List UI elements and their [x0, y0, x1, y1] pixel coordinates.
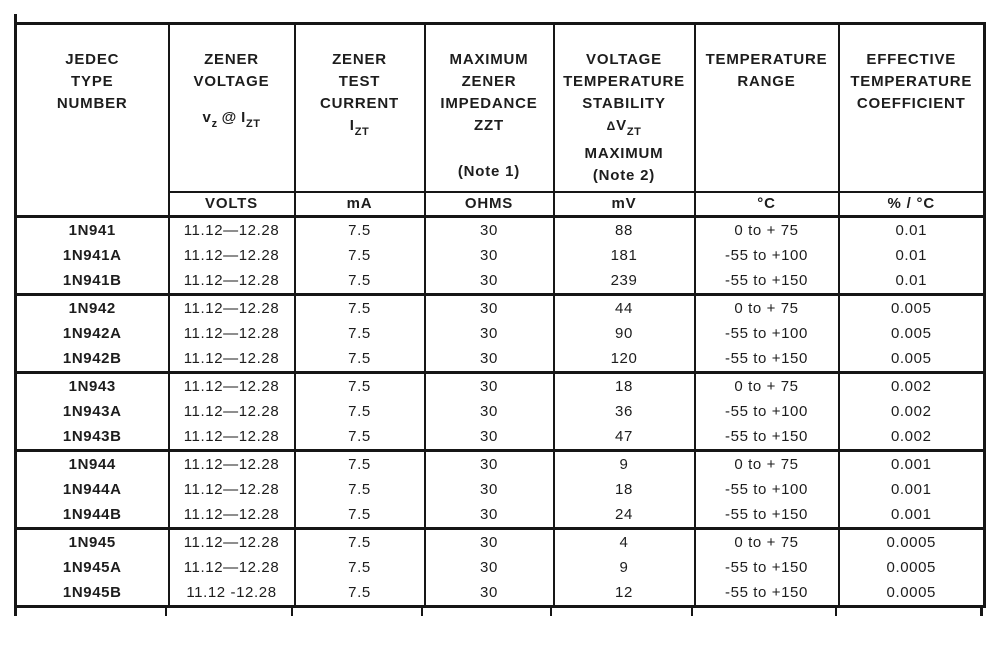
cell-type: 1N945	[16, 529, 169, 555]
table-row	[16, 555, 985, 581]
header-line: MAXIMUM	[449, 51, 529, 68]
vz-at-izt-formula: $v_z$ @ $I_{ZT}$	[202, 109, 261, 130]
cell-temp-range: 0 to + 75	[695, 295, 839, 321]
table-row	[16, 477, 985, 503]
cell-coefficient: 0.0005	[839, 555, 985, 581]
note-1-label: (Note 1)	[457, 163, 521, 180]
cell-test-current: 7.5	[295, 347, 425, 373]
cell-type: 1N943A	[16, 399, 169, 425]
header-line: ZZT	[474, 117, 504, 134]
header-line: TEMPERATURE	[563, 73, 685, 90]
table-edge-stub	[835, 608, 837, 616]
row-group	[16, 451, 985, 529]
header-line: ZENER	[461, 73, 517, 90]
cell-temp-range: -55 to +150	[695, 269, 839, 295]
table-row	[16, 451, 985, 477]
cell-stability: 44	[554, 295, 695, 321]
cell-stability: 18	[554, 477, 695, 503]
cell-zener-voltage: 11.12—12.28	[169, 503, 295, 529]
table-row	[16, 399, 985, 425]
header-line: VOLTAGE	[193, 73, 270, 90]
table-edge-stub	[14, 608, 17, 616]
header-line: COEFFICIENT	[856, 95, 966, 112]
cell-coefficient: 0.01	[839, 269, 985, 295]
cell-test-current: 7.5	[295, 425, 425, 451]
cell-coefficient: 0.001	[839, 477, 985, 503]
spec-table-container	[14, 22, 983, 616]
table-row	[16, 217, 985, 243]
cell-test-current: 7.5	[295, 503, 425, 529]
cell-stability: 239	[554, 269, 695, 295]
cell-stability: 24	[554, 503, 695, 529]
col-header-coefficient	[839, 24, 985, 192]
cell-coefficient: 0.002	[839, 399, 985, 425]
cell-zener-voltage: 11.12—12.28	[169, 529, 295, 555]
cell-coefficient: 0.002	[839, 425, 985, 451]
cell-temp-range: -55 to +100	[695, 243, 839, 269]
table-cutoff-stubs	[14, 608, 983, 616]
col-header-type	[16, 24, 169, 217]
cell-test-current: 7.5	[295, 555, 425, 581]
cell-impedance: 30	[425, 295, 554, 321]
table-edge-stub	[291, 608, 293, 616]
cell-type: 1N945B	[16, 581, 169, 607]
table-edge-stub	[980, 608, 983, 616]
header-line: STABILITY	[582, 95, 666, 112]
header-line: RANGE	[737, 73, 796, 90]
cell-test-current: 7.5	[295, 243, 425, 269]
cell-test-current: 7.5	[295, 451, 425, 477]
cell-stability: 9	[554, 451, 695, 477]
header-line: JEDEC	[65, 51, 120, 68]
cell-zener-voltage: 11.12—12.28	[169, 451, 295, 477]
table-row	[16, 581, 985, 607]
table-row	[16, 321, 985, 347]
cell-temp-range: -55 to +150	[695, 347, 839, 373]
cell-impedance: 30	[425, 503, 554, 529]
header-row	[16, 24, 985, 192]
header-line: ZENER	[332, 51, 387, 68]
cell-type: 1N942	[16, 295, 169, 321]
col-header-zener-voltage	[169, 24, 295, 192]
note-2-label: (Note 2)	[592, 167, 656, 184]
cell-temp-range: -55 to +150	[695, 503, 839, 529]
cell-zener-voltage: 11.12—12.28	[169, 295, 295, 321]
cell-stability: 18	[554, 373, 695, 399]
cell-zener-voltage: 11.12—12.28	[169, 399, 295, 425]
table-edge-stub	[691, 608, 693, 616]
cell-type: 1N944	[16, 451, 169, 477]
spec-table	[14, 22, 986, 608]
header-line: CURRENT	[320, 95, 399, 112]
cell-impedance: 30	[425, 321, 554, 347]
header-line: TEMPERATURE	[705, 51, 828, 68]
header-line: TYPE	[71, 73, 114, 90]
delta-vzt-formula: $\Delta V_{ZT}$	[606, 117, 642, 138]
table-row	[16, 529, 985, 555]
cell-type: 1N941	[16, 217, 169, 243]
cell-stability: 4	[554, 529, 695, 555]
cell-coefficient: 0.005	[839, 347, 985, 373]
header-line: ZENER	[204, 51, 259, 68]
cell-type: 1N944B	[16, 503, 169, 529]
row-group	[16, 529, 985, 607]
cell-impedance: 30	[425, 555, 554, 581]
cell-test-current: 7.5	[295, 529, 425, 555]
cell-impedance: 30	[425, 529, 554, 555]
header-line: MAXIMUM	[584, 145, 664, 162]
cell-coefficient: 0.0005	[839, 581, 985, 607]
header-line: IMPEDANCE	[440, 95, 538, 112]
header-line: TEST	[338, 73, 381, 90]
table-edge-tick	[14, 14, 17, 22]
cell-test-current: 7.5	[295, 399, 425, 425]
cell-coefficient: 0.01	[839, 217, 985, 243]
header-line: NUMBER	[56, 95, 128, 112]
cell-stability: 12	[554, 581, 695, 607]
cell-coefficient: 0.005	[839, 321, 985, 347]
cell-impedance: 30	[425, 477, 554, 503]
cell-impedance: 30	[425, 217, 554, 243]
cell-impedance: 30	[425, 425, 554, 451]
unit-ohms: OHMS	[425, 192, 554, 217]
cell-stability: 181	[554, 243, 695, 269]
cell-type: 1N943	[16, 373, 169, 399]
cell-test-current: 7.5	[295, 295, 425, 321]
cell-stability: 120	[554, 347, 695, 373]
cell-impedance: 30	[425, 243, 554, 269]
cell-zener-voltage: 11.12—12.28	[169, 243, 295, 269]
cell-test-current: 7.5	[295, 373, 425, 399]
cell-stability: 36	[554, 399, 695, 425]
cell-zener-voltage: 11.12—12.28	[169, 347, 295, 373]
cell-temp-range: 0 to + 75	[695, 529, 839, 555]
cell-test-current: 7.5	[295, 269, 425, 295]
cell-zener-voltage: 11.12—12.28	[169, 555, 295, 581]
cell-temp-range: -55 to +150	[695, 555, 839, 581]
table-row	[16, 347, 985, 373]
cell-temp-range: 0 to + 75	[695, 373, 839, 399]
header-line: TEMPERATURE	[850, 73, 973, 90]
cell-stability: 88	[554, 217, 695, 243]
cell-test-current: 7.5	[295, 477, 425, 503]
table-row	[16, 503, 985, 529]
cell-test-current: 7.5	[295, 217, 425, 243]
cell-type: 1N941B	[16, 269, 169, 295]
table-row	[16, 243, 985, 269]
table-edge-stub	[550, 608, 552, 616]
cell-temp-range: 0 to + 75	[695, 451, 839, 477]
cell-zener-voltage: 11.12—12.28	[169, 373, 295, 399]
unit-pct-per-degc: % / °C	[839, 192, 985, 217]
unit-volts: VOLTS	[169, 192, 295, 217]
cell-impedance: 30	[425, 451, 554, 477]
cell-coefficient: 0.005	[839, 295, 985, 321]
cell-coefficient: 0.01	[839, 243, 985, 269]
col-header-test-current	[295, 24, 425, 192]
cell-type: 1N942A	[16, 321, 169, 347]
cell-type: 1N942B	[16, 347, 169, 373]
cell-stability: 47	[554, 425, 695, 451]
cell-type: 1N944A	[16, 477, 169, 503]
cell-type: 1N943B	[16, 425, 169, 451]
unit-ma: mA	[295, 192, 425, 217]
row-group	[16, 373, 985, 451]
table-row	[16, 295, 985, 321]
cell-temp-range: -55 to +100	[695, 399, 839, 425]
cell-test-current: 7.5	[295, 321, 425, 347]
cell-temp-range: -55 to +100	[695, 477, 839, 503]
cell-temp-range: -55 to +100	[695, 321, 839, 347]
table-header	[16, 24, 985, 217]
cell-impedance: 30	[425, 399, 554, 425]
cell-coefficient: 0.002	[839, 373, 985, 399]
table-row	[16, 373, 985, 399]
cell-impedance: 30	[425, 347, 554, 373]
table-row	[16, 425, 985, 451]
cell-zener-voltage: 11.12—12.28	[169, 269, 295, 295]
cell-coefficient: 0.0005	[839, 529, 985, 555]
unit-mv: mV	[554, 192, 695, 217]
col-header-temp-range	[695, 24, 839, 192]
cell-impedance: 30	[425, 581, 554, 607]
cell-type: 1N941A	[16, 243, 169, 269]
cell-zener-voltage: 11.12—12.28	[169, 477, 295, 503]
cell-temp-range: -55 to +150	[695, 425, 839, 451]
cell-zener-voltage: 11.12—12.28	[169, 425, 295, 451]
header-line: EFFECTIVE	[866, 51, 957, 68]
table-edge-stub	[165, 608, 167, 616]
cell-zener-voltage: 11.12—12.28	[169, 321, 295, 347]
header-line: VOLTAGE	[586, 51, 662, 68]
cell-coefficient: 0.001	[839, 503, 985, 529]
cell-test-current: 7.5	[295, 581, 425, 607]
col-header-stability	[554, 24, 695, 192]
table-edge-stub	[421, 608, 423, 616]
cell-stability: 90	[554, 321, 695, 347]
cell-stability: 9	[554, 555, 695, 581]
cell-zener-voltage: 11.12 -12.28	[169, 581, 295, 607]
table-row	[16, 269, 985, 295]
cell-impedance: 30	[425, 373, 554, 399]
col-header-impedance	[425, 24, 554, 192]
cell-coefficient: 0.001	[839, 451, 985, 477]
cell-zener-voltage: 11.12—12.28	[169, 217, 295, 243]
cell-impedance: 30	[425, 269, 554, 295]
cell-temp-range: 0 to + 75	[695, 217, 839, 243]
cell-temp-range: -55 to +150	[695, 581, 839, 607]
row-group	[16, 217, 985, 295]
row-group	[16, 295, 985, 373]
unit-degc: °C	[695, 192, 839, 217]
cell-type: 1N945A	[16, 555, 169, 581]
izt-formula: $I_{ZT}$	[349, 117, 370, 138]
